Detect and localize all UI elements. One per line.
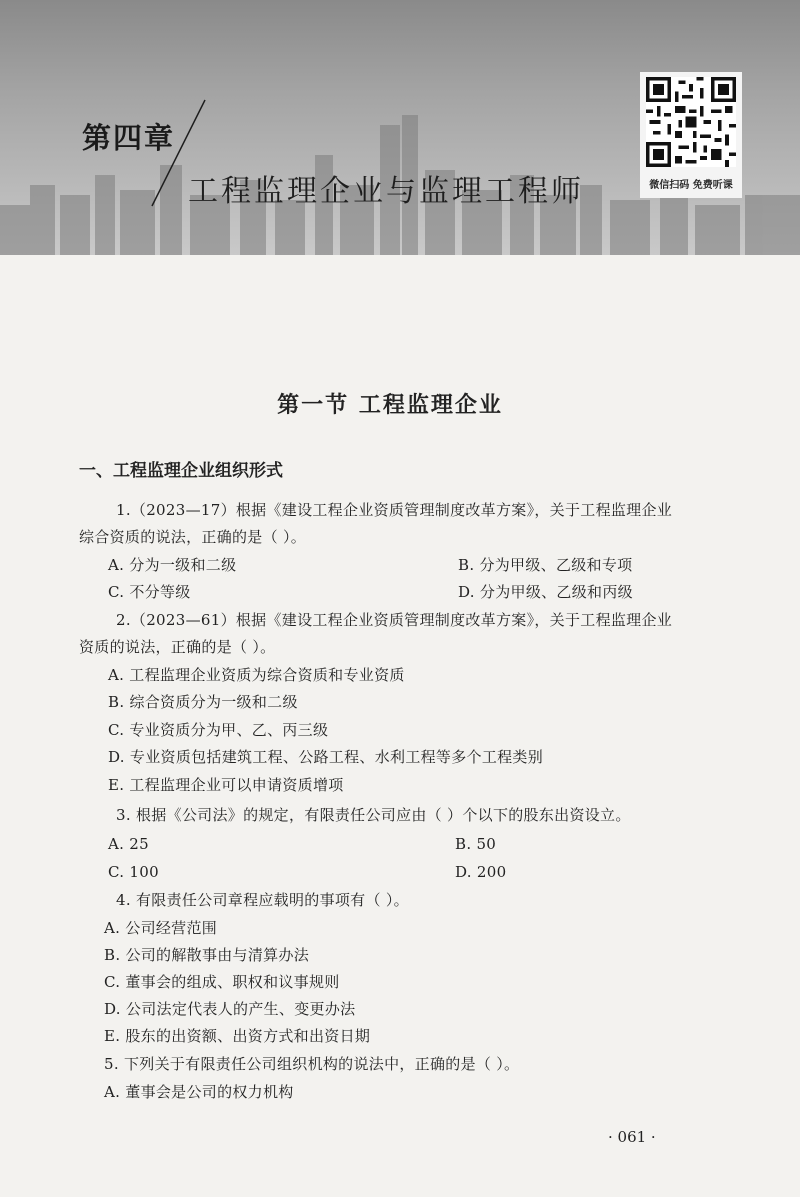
question-1-option-b: B. 分为甲级、乙级和专项 bbox=[458, 556, 633, 574]
chapter-title: 工程监理企业与监理工程师 bbox=[188, 174, 584, 209]
question-1-stem-line-1: 1.（2023—17）根据《建设工程企业资质管理制度改革方案》，关于工程监理企业 bbox=[116, 501, 673, 519]
question-2-option-b: B. 综合资质分为一级和二级 bbox=[108, 693, 298, 711]
question-3-stem: 3. 根据《公司法》的规定，有限责任公司应由（ ）个以下的股东出资设立。 bbox=[116, 806, 631, 824]
question-4-option-c: C. 董事会的组成、职权和议事规则 bbox=[104, 973, 340, 991]
question-3-option-d: D. 200 bbox=[455, 863, 507, 881]
question-2-stem-line-2: 资质的说法，正确的是（ ）。 bbox=[79, 638, 276, 656]
question-2-option-a: A. 工程监理企业资质为综合资质和专业资质 bbox=[108, 666, 405, 684]
question-2-stem-line-1: 2.（2023—61）根据《建设工程企业资质管理制度改革方案》，关于工程监理企业 bbox=[116, 611, 673, 629]
question-2-option-c: C. 专业资质分为甲、乙、丙三级 bbox=[108, 721, 329, 739]
question-4-stem: 4. 有限责任公司章程应载明的事项有（ ）。 bbox=[116, 891, 409, 909]
question-1-option-d: D. 分为甲级、乙级和丙级 bbox=[458, 583, 633, 601]
question-5-option-a: A. 董事会是公司的权力机构 bbox=[104, 1083, 294, 1101]
qr-code-icon[interactable] bbox=[646, 77, 736, 167]
question-1-stem-line-2: 综合资质的说法，正确的是（ ）。 bbox=[79, 528, 307, 546]
question-4-option-e: E. 股东的出资额、出资方式和出资日期 bbox=[104, 1027, 371, 1045]
question-1-option-c: C. 不分等级 bbox=[108, 583, 191, 601]
question-4-option-b: B. 公司的解散事由与清算办法 bbox=[104, 946, 310, 964]
section-title: 第一节 工程监理企业 bbox=[277, 393, 503, 418]
question-2-option-d: D. 专业资质包括建筑工程、公路工程、水利工程等多个工程类别 bbox=[108, 748, 544, 766]
question-3-option-c: C. 100 bbox=[108, 863, 159, 881]
question-3-option-a: A. 25 bbox=[108, 835, 149, 853]
question-1-option-a: A. 分为一级和二级 bbox=[108, 556, 237, 574]
question-4-option-d: D. 公司法定代表人的产生、变更办法 bbox=[104, 1000, 356, 1018]
question-5-stem: 5. 下列关于有限责任公司组织机构的说法中，正确的是（ ）。 bbox=[104, 1055, 520, 1073]
qr-code-panel[interactable] bbox=[640, 72, 742, 198]
page-number: · 061 · bbox=[608, 1128, 656, 1146]
chapter-number: 第四章 bbox=[82, 121, 176, 155]
question-4-option-a: A. 公司经营范围 bbox=[104, 919, 218, 937]
qr-caption: 微信扫码 免费听课 bbox=[649, 180, 733, 191]
subsection-title: 一、工程监理企业组织形式 bbox=[79, 461, 283, 481]
chapter-banner bbox=[0, 0, 800, 255]
question-2-option-e: E. 工程监理企业可以申请资质增项 bbox=[108, 776, 344, 794]
question-3-option-b: B. 50 bbox=[455, 835, 497, 853]
